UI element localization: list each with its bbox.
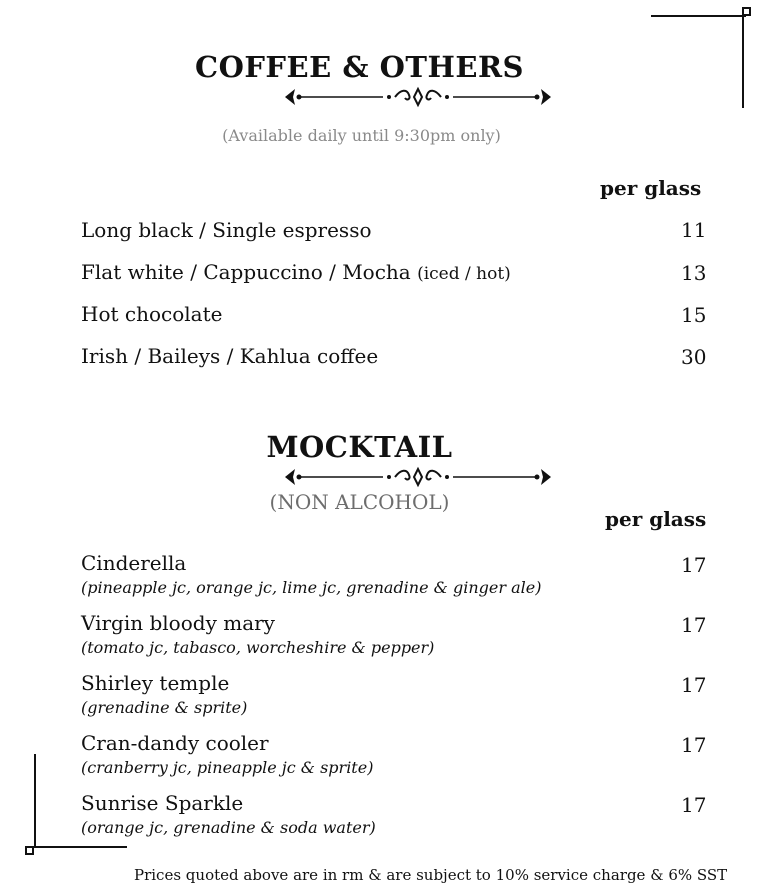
item-name: Irish / Baileys / Kahlua coffee: [81, 344, 379, 368]
item-name: Sunrise Sparkle: [81, 791, 244, 815]
item-name: Cran-dandy cooler: [81, 731, 269, 755]
item-name: Cinderella: [81, 551, 187, 575]
item-name: Flat white / Cappuccino / Mocha: [81, 260, 411, 284]
item-description: (grenadine & sprite): [81, 698, 248, 717]
flourish-divider-icon: [283, 465, 553, 489]
item-price: 17: [681, 613, 707, 637]
item-price: 17: [681, 673, 707, 697]
coffee-subtitle: (Available daily until 9:30pm only): [222, 126, 501, 145]
item-note: (iced / hot): [417, 264, 511, 284]
mocktail-subtitle: (NON ALCOHOL): [269, 490, 450, 514]
item-name: Virgin bloody mary: [81, 611, 275, 635]
item-price: 17: [681, 733, 707, 757]
item-name: Hot chocolate: [81, 302, 223, 326]
mocktail-price-header: per glass: [605, 507, 707, 531]
item-price: 11: [681, 218, 707, 242]
item-price: 17: [681, 793, 707, 817]
item-description: (tomato jc, tabasco, worcheshire & pepper): [81, 638, 435, 657]
item-price: 30: [681, 345, 707, 369]
item-price: 17: [681, 553, 707, 577]
item-description: (pineapple jc, orange jc, lime jc, grenadine & ginger ale): [81, 578, 542, 597]
footer-note: Prices quoted above are in rm & are subject to 10% service charge & 6% SST: [134, 866, 728, 884]
coffee-section-title: COFFEE & OTHERS: [195, 50, 524, 84]
item-name: Shirley temple: [81, 671, 230, 695]
item-price: 15: [681, 303, 707, 327]
item-price: 13: [681, 261, 707, 285]
item-name: Long black / Single espresso: [81, 218, 372, 242]
mocktail-section-title: MOCKTAIL: [266, 430, 453, 464]
item-description: (orange jc, grenadine & soda water): [81, 818, 376, 837]
item-description: (cranberry jc, pineapple jc & sprite): [81, 758, 374, 777]
coffee-price-header: per glass: [600, 176, 702, 200]
flourish-divider-icon: [283, 85, 553, 109]
